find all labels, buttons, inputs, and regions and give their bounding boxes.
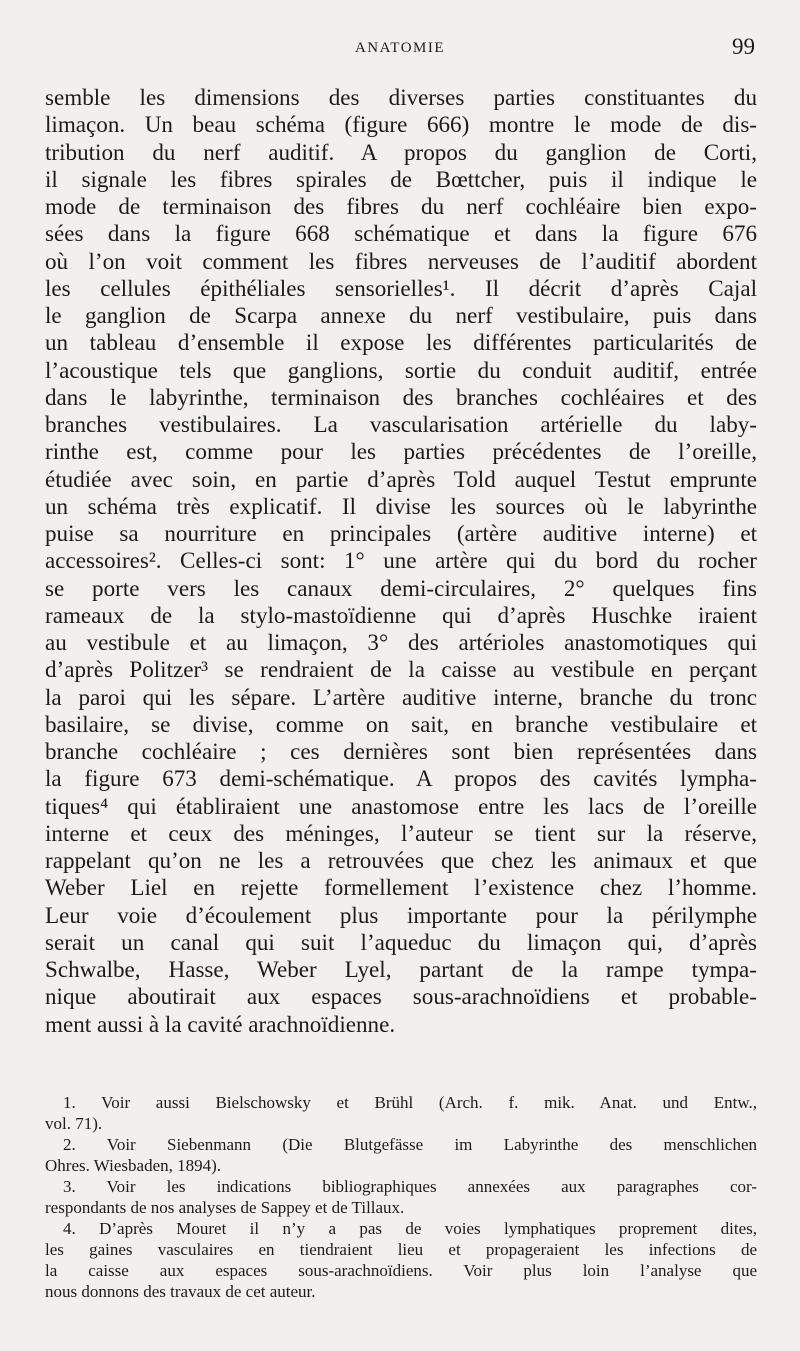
body-line: Leur voie d’écoulement plus importante pour la périlymphe: [45, 901, 757, 928]
body-line: rappelant qu’on ne les a retrouvées que chez les animaux et que: [45, 847, 757, 873]
running-head: ANATOMIE: [354, 40, 446, 56]
body-line: basilaire, se divise, comme on sait, en branche vestibulaire et: [45, 710, 757, 737]
body-line: les cellules épithéliales sensorielles¹. Il décrit d’après Cajal: [45, 274, 757, 301]
body-line: accessoires². Celles-ci sont: 1° une artère qui du bord du rocher: [45, 547, 757, 574]
body-line: étudiée avec soin, en partie d’après Told auquel Testut emprunte: [45, 465, 757, 492]
body-line: interne et ceux des méninges, l’auteur se tient sur la réserve,: [45, 819, 757, 846]
body-line: puise sa nourriture en principales (artère auditive interne) et: [45, 520, 757, 546]
body-line: rinthe est, comme pour les parties précédentes de l’oreille,: [45, 438, 757, 465]
body-line: il signale les fibres spirales de Bœttcher, puis il indique le: [45, 165, 757, 192]
body-line: Weber Liel en rejette formellement l’existence chez l’homme.: [45, 874, 757, 901]
page-header: [45, 34, 755, 64]
body-line: d’après Politzer³ se rendraient de la caisse au vestibule en perçant: [45, 656, 757, 683]
footnote-4-cont: les gaines vasculaires en tiendraient lieu et propageraient les infections de: [45, 1240, 757, 1259]
body-line: se porte vers les canaux demi-circulaires, 2° quelques fins: [45, 574, 757, 601]
body-line: dans le labyrinthe, terminaison des branches cochléaires et des: [45, 383, 757, 410]
body-text: [45, 84, 757, 1038]
body-line: rameaux de la stylo-mastoïdienne qui d’après Huschke iraient: [45, 601, 757, 628]
body-line: serait un canal qui suit l’aqueduc du limaçon qui, d’après: [45, 928, 757, 955]
body-line: mode de terminaison des fibres du nerf cochléaire bien expo-: [45, 193, 757, 219]
body-line: un schéma très explicatif. Il divise les sources où le labyrinthe: [45, 492, 757, 519]
footnote-2: 2. Voir Siebenmann (Die Blutgefässe im Labyrinthe des menschlichen: [63, 1135, 757, 1154]
body-line: tribution du nerf auditif. A propos du ganglion de Corti,: [45, 138, 757, 165]
body-line: le ganglion de Scarpa annexe du nerf vestibulaire, puis dans: [45, 302, 757, 328]
body-line: Schwalbe, Hasse, Weber Lyel, partant de la rampe tympa-: [45, 956, 757, 982]
body-line: nique aboutirait aux espaces sous-arachnoïdiens et probable-: [45, 983, 757, 1010]
footnote-4: 4. D’après Mouret il n’y a pas de voies lymphatiques proprement dites,: [63, 1219, 757, 1238]
footnote-2-cont: Ohres. Wiesbaden, 1894).: [45, 1156, 222, 1175]
body-line: un tableau d’ensemble il expose les différentes particularités de: [45, 329, 757, 356]
body-line: semble les dimensions des diverses parties constituantes du: [45, 84, 757, 110]
body-line: ment aussi à la cavité arachnoïdienne.: [45, 1010, 396, 1037]
body-line: au vestibule et au limaçon, 3° des artérioles anastomotiques qui: [45, 629, 757, 655]
body-line: limaçon. Un beau schéma (figure 666) montre le mode de dis-: [45, 111, 757, 138]
page-number: 99: [732, 34, 755, 59]
footnote-3-cont: respondants de nos analyses de Sappey et de Tillaux.: [45, 1198, 405, 1217]
body-line: tiques⁴ qui établiraient une anastomose entre les lacs de l’oreille: [45, 792, 757, 819]
body-line: la paroi qui les sépare. L’artère auditive interne, branche du tronc: [45, 683, 757, 710]
footnote-1-cont: vol. 71).: [45, 1114, 103, 1133]
footnotes: [45, 1092, 757, 1302]
body-line: branches vestibulaires. La vascularisation artérielle du laby-: [45, 411, 757, 437]
body-line: où l’on voit comment les fibres nerveuses de l’auditif abordent: [45, 247, 757, 274]
footnote-1: 1. Voir aussi Bielschowsky et Brühl (Arch. f. mik. Anat. und Entw.,: [63, 1093, 757, 1112]
footnote-4-cont: nous donnons des travaux de cet auteur.: [45, 1282, 316, 1301]
body-line: la figure 673 demi-schématique. A propos des cavités lympha-: [45, 765, 757, 792]
footnote-4-cont: la caisse aux espaces sous-arachnoïdiens. Voir plus loin l’analyse que: [45, 1261, 757, 1280]
footnote-3: 3. Voir les indications bibliographiques annexées aux paragraphes cor-: [63, 1177, 757, 1196]
body-line: branche cochléaire ; ces dernières sont bien représentées dans: [45, 738, 757, 764]
body-line: sées dans la figure 668 schématique et dans la figure 676: [45, 220, 757, 247]
body-line: l’acoustique tels que ganglions, sortie du conduit auditif, entrée: [45, 356, 757, 383]
